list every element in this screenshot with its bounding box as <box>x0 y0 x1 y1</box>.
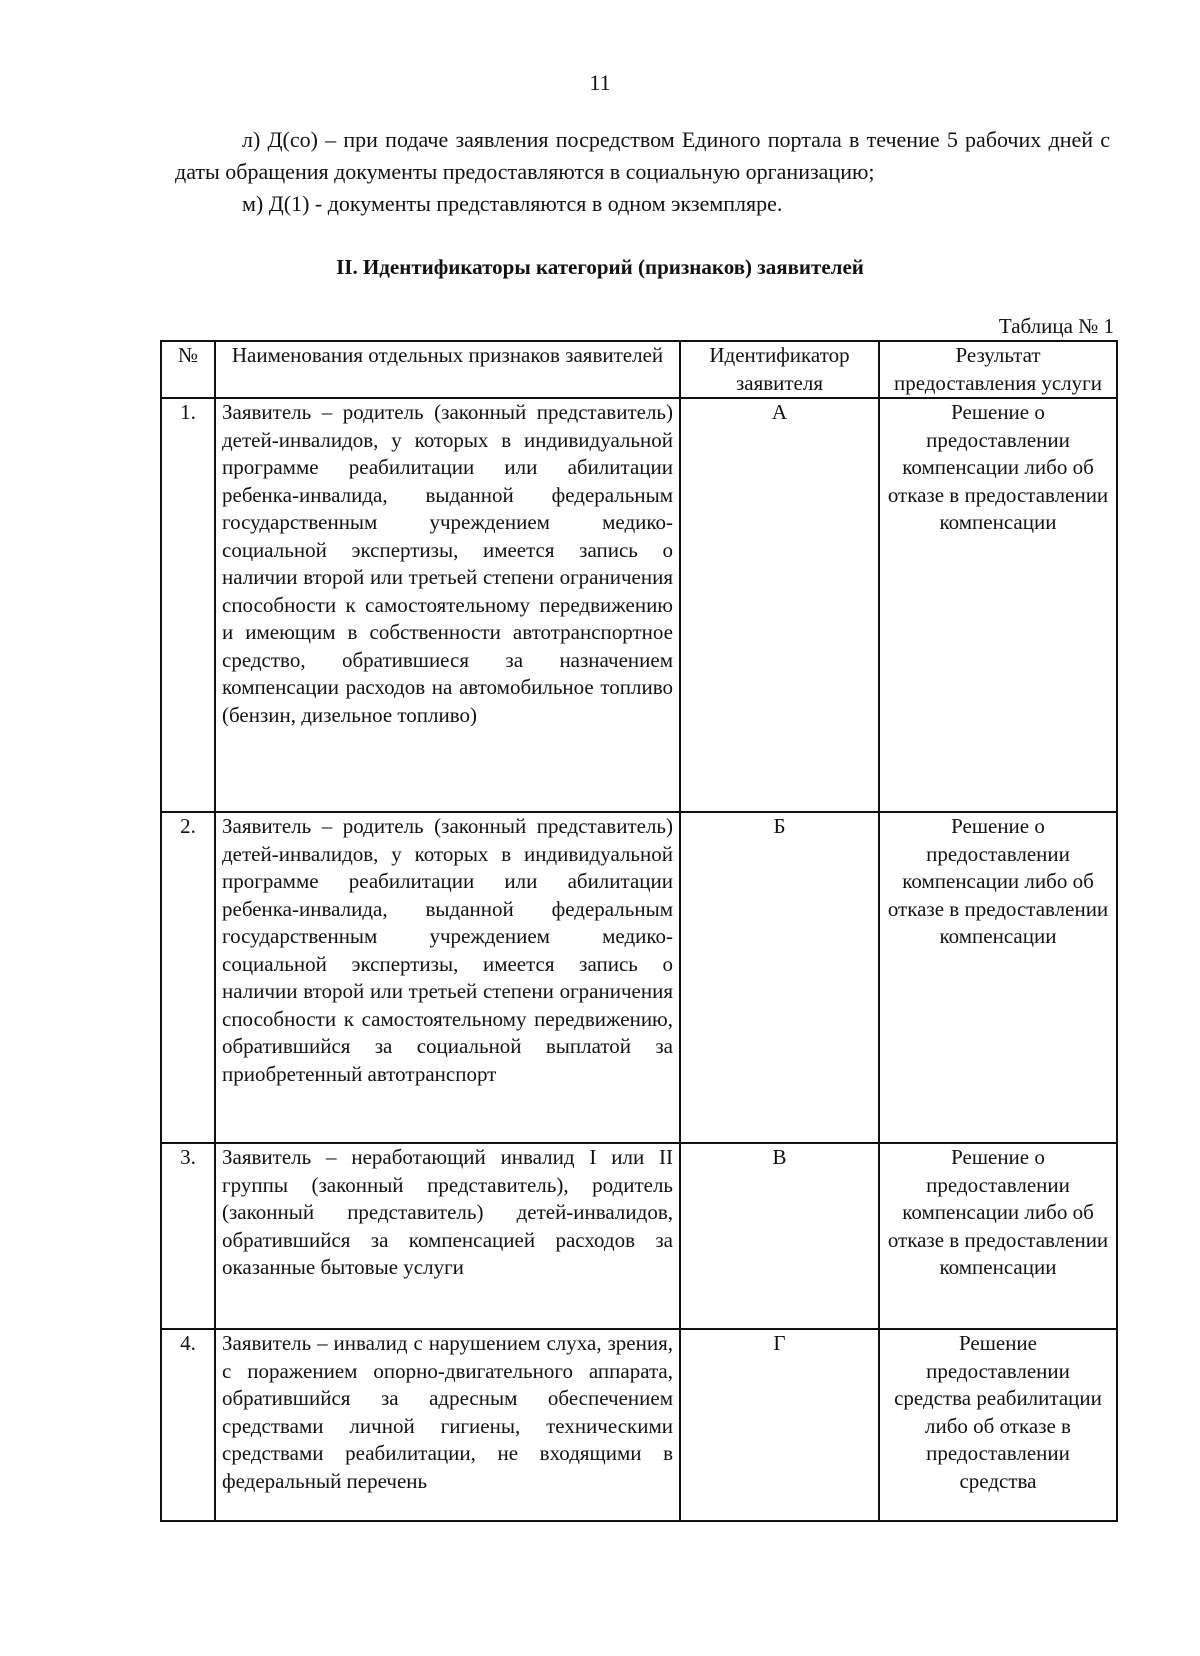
row-description: Заявитель – инвалид с нарушением слуха, зрения, с поражением опорно-двигательного аппарата, обратившийся за адресным обеспечением средствами личной гигиены, техническими средствами реабилитации, не входящими в федеральный перечень <box>215 1329 680 1521</box>
row-description: Заявитель – неработающий инвалид I или II группы (законный представитель), родитель (законный представитель) детей-инвалидов, обратившийся за компенсацией расходов за оказанные бытовые услуги <box>215 1143 680 1329</box>
paragraph-m: м) Д(1) - документы представляются в одном экземпляре. <box>242 191 783 216</box>
table-row <box>161 812 1117 1143</box>
header-number: № <box>161 341 215 398</box>
section-heading: II. Идентификаторы категорий (признаков) заявителей <box>336 255 864 279</box>
row-identifier: В <box>680 1143 879 1329</box>
table-row <box>161 1329 1117 1521</box>
row-result: Решение предоставлении средства реабилитации либо об отказе в предоставлении средства <box>879 1329 1117 1521</box>
row-identifier: Б <box>680 812 879 1143</box>
table-row <box>161 398 1117 812</box>
row-identifier: А <box>680 398 879 812</box>
row-result: Решение о предоставлении компенсации либо об отказе в предоставлении компенсации <box>879 812 1117 1143</box>
table-header-row <box>161 341 1117 398</box>
row-number: 4. <box>161 1329 215 1521</box>
row-number: 2. <box>161 812 215 1143</box>
row-result: Решение о предоставлении компенсации либо об отказе в предоставлении компенсации <box>879 1143 1117 1329</box>
row-number: 3. <box>161 1143 215 1329</box>
table-caption: Таблица № 1 <box>998 314 1114 338</box>
header-name: Наименования отдельных признаков заявителей <box>215 341 680 398</box>
page-number: 11 <box>589 70 611 95</box>
table-row <box>161 1143 1117 1329</box>
header-identifier: Идентификатор заявителя <box>680 341 879 398</box>
row-number: 1. <box>161 398 215 812</box>
row-description: Заявитель – родитель (законный представитель) детей-инвалидов, у которых в индивидуальной программе реабилитации или абилитации ребенка-инвалида, выданной федеральным государственным учреждением медико-социальной экспертизы, имеется запись о наличии второй или третьей степени ограничения способности к самостоятельному передвижению и имеющим в собственности автотранспортное средство, обратившиеся за назначением компенсации расходов на автомобильное топливо (бензин, дизельное топливо) <box>215 398 680 812</box>
row-result: Решение о предоставлении компенсации либо об отказе в предоставлении компенсации <box>879 398 1117 812</box>
row-description: Заявитель – родитель (законный представитель) детей-инвалидов, у которых в индивидуальной программе реабилитации или абилитации ребенка-инвалида, выданной федеральным государственным учреждением медико-социальной экспертизы, имеется запись о наличии второй или третьей степени ограничения способности к самостоятельному передвижению, обратившийся за социальной выплатой за приобретенный автотранспорт <box>215 812 680 1143</box>
header-result: Результат предоставления услуги <box>879 341 1117 398</box>
row-identifier: Г <box>680 1329 879 1521</box>
paragraph-l: л) Д(со) – при подаче заявления посредством Единого портала в течение 5 рабочих дней с даты обращения документы предоставляются в социальную организацию; <box>175 127 1110 184</box>
applicant-categories-table <box>160 340 1118 1522</box>
